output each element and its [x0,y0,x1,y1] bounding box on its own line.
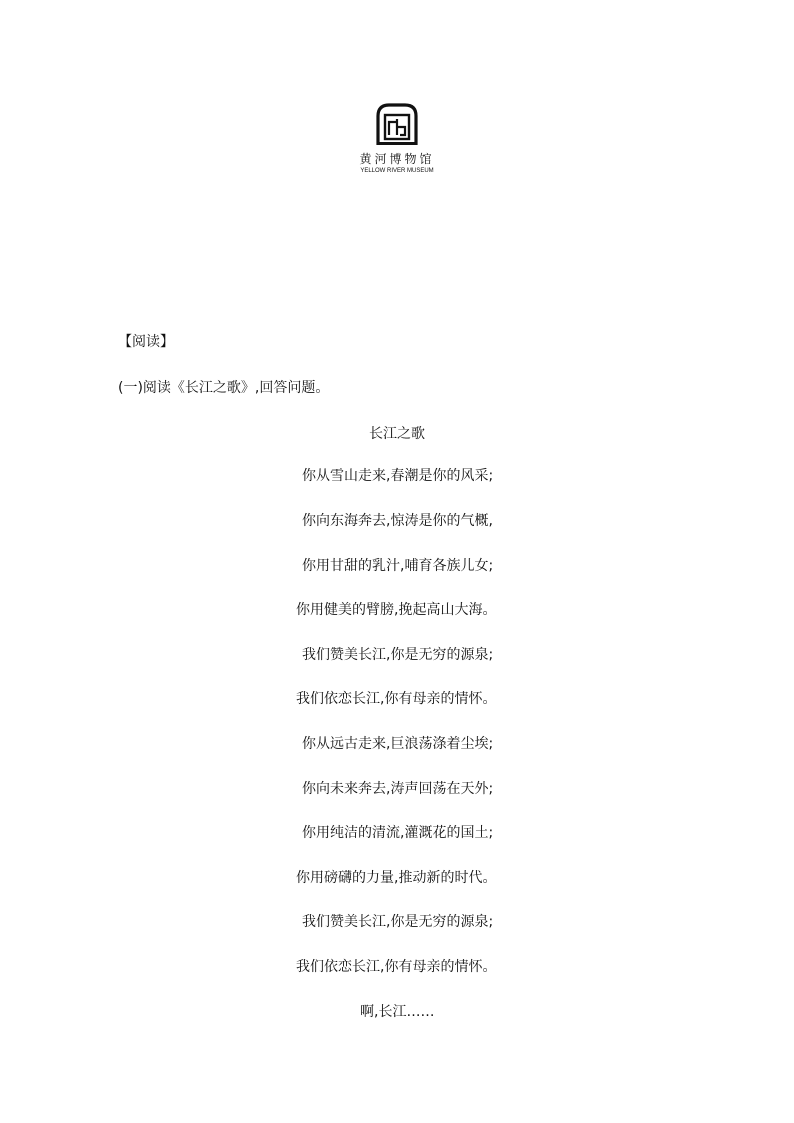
logo-name-cn: 黄河博物馆 [359,152,435,166]
poem-line: 我们依恋长江,你有母亲的情怀。 [296,959,497,975]
poem-line: 你从雪山走来,春潮是你的风采; [302,468,494,484]
poem-line: 我们赞美长江,你是无穷的源泉; [302,914,494,930]
poem-line: 你用纯洁的清流,灌溉花的国土; [302,825,494,841]
poem-line: 你用健美的臂膀,挽起高山大海。 [296,602,497,618]
poem-line: 你用甘甜的乳汁,哺育各族儿女; [302,558,494,574]
reading-instruction: (一)阅读《长江之歌》,回答问题。 [118,380,330,396]
poem-line: 我们赞美长江,你是无穷的源泉; [302,647,494,663]
poem-line: 我们依恋长江,你有母亲的情怀。 [296,691,497,707]
section-label: 【阅读】 [118,334,174,350]
poem-line: 啊,长江…… [360,1004,435,1020]
logo-name-en: YELLOW RIVER MUSEUM [360,168,434,174]
poem-line: 你向东海奔去,惊涛是你的气概, [302,513,493,529]
poem-title: 长江之歌 [369,426,425,442]
poem-line: 你从远古走来,巨浪荡涤着尘埃; [302,736,494,752]
poem-line: 你向未来奔去,涛声回荡在天外; [302,781,494,797]
poem-line: 你用磅礴的力量,推动新的时代。 [296,870,497,886]
